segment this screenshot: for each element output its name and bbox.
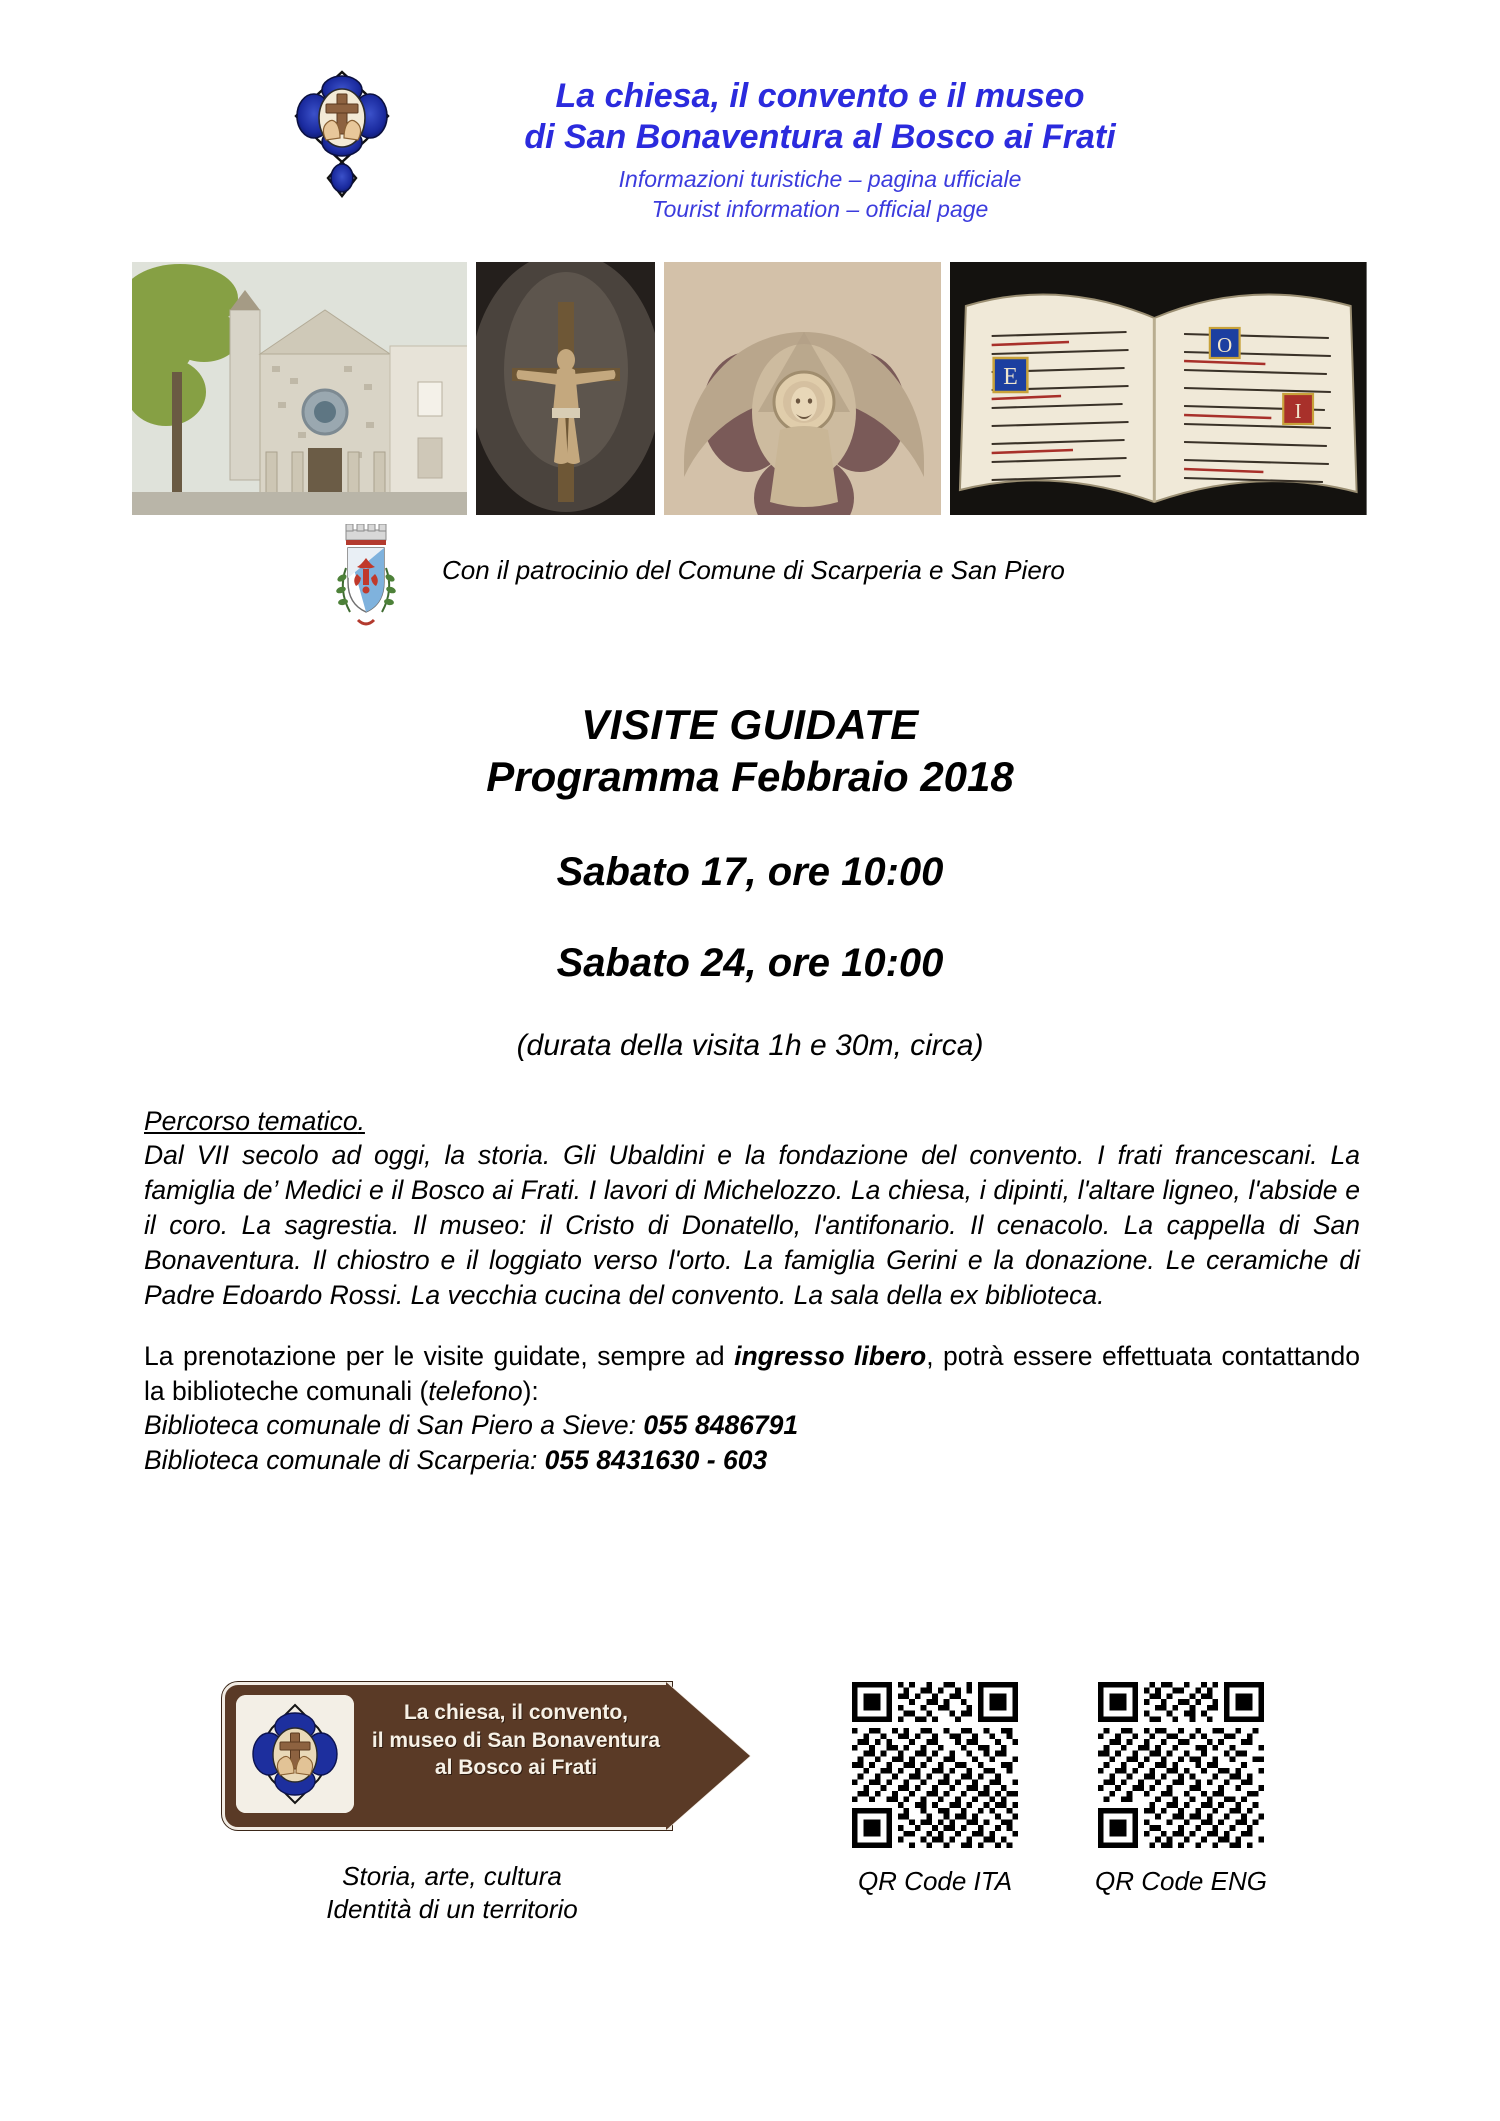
poster-header <box>0 60 1500 260</box>
body-text-block <box>144 1104 1360 1478</box>
percorso-tematico-description: Dal VII secolo ad oggi, la storia. Gli Ubaldini e la fondazione del convento. I frati francescani. La famiglia de’ Medici e il Bosco ai Frati. I lavori di Michelozzo. La chiesa, i dipinti, l'altare ligneo, l'abside e il coro. La sagrestia. Il museo: il Cristo di Donatello, l'antifonario. Il cenacolo. La cappella di San Bonaventura. Il chiostro e il loggiato verso l'orto. La famiglia Gerini e la donazione. Le ceramiche di Padre Edoardo Rossi. La vecchia cucina del convento. La sala della ex biblioteca. <box>144 1140 1360 1310</box>
qr-code-ita-block <box>840 1682 1030 1897</box>
biblioteca-phone: 055 8431630 - 603 <box>544 1445 768 1476</box>
subtitle-english: Tourist information – official page <box>651 195 989 222</box>
biblioteca-line <box>144 1408 1360 1443</box>
program-headings <box>0 700 1500 1063</box>
svg-text:I: I <box>1295 398 1303 424</box>
signpost-caption-line-1: Storia, arte, cultura <box>342 1861 562 1891</box>
heading-durata: (durata della visita 1h e 30m, circa) <box>516 1029 984 1063</box>
photo-fresco <box>664 262 942 515</box>
photo-strip <box>132 262 1367 515</box>
biblioteca-phone: 055 8486791 <box>643 1410 799 1441</box>
percorso-tematico-label <box>144 1104 1360 1138</box>
rose-window-stained-glass-logo <box>282 68 402 213</box>
comune-scarperia-san-piero-crest <box>330 524 402 636</box>
signpost-text <box>368 1699 664 1782</box>
prenotazione-text-1: La prenotazione per le visite guidate, sempre ad <box>144 1340 735 1371</box>
rose-window-stained-glass-logo <box>236 1695 354 1813</box>
signpost-caption-line-2: Identità di un territorio <box>326 1894 578 1925</box>
biblioteca-separator: : <box>529 1445 545 1476</box>
ingresso-libero-emphasis: ingresso libero <box>734 1340 927 1371</box>
page-title-line-1: La chiesa, il convento e il museo <box>555 77 1085 115</box>
percorso-tematico-underlined: Percorso tematico <box>144 1106 358 1136</box>
qr-code-eng-block <box>1086 1682 1276 1897</box>
svg-text:O: O <box>1217 332 1233 358</box>
prenotazione-text-2: , potrà essere effettuata contattando la biblioteche comunali ( <box>144 1340 1361 1406</box>
brown-tourist-signpost <box>222 1682 752 1830</box>
photo-crucifix <box>476 262 655 515</box>
biblioteca-name: Biblioteca comunale di San Piero a Sieve <box>144 1410 629 1441</box>
biblioteca-name: Biblioteca comunale di Scarperia <box>144 1445 530 1476</box>
signpost-arrow-icon <box>666 1682 750 1830</box>
patrocinio-text: Con il patrocinio del Comune di Scarperia e San Piero <box>442 555 1065 585</box>
page-title-line-2: di San Bonaventura al Bosco ai Frati <box>524 118 1116 157</box>
qr-code-ita[interactable] <box>852 1682 1018 1848</box>
heading-visite-guidate: VISITE GUIDATE <box>581 701 919 748</box>
qr-code-ita-label: QR Code ITA <box>857 1866 1013 1896</box>
telefono-emphasis: telefono <box>428 1375 523 1406</box>
signpost-caption <box>222 1860 682 1927</box>
header-title-group <box>420 76 1220 225</box>
photo-antiphonary <box>950 262 1367 515</box>
heading-date-1: Sabato 17, ore 10:00 <box>556 850 944 895</box>
prenotazione-paragraph <box>144 1339 1360 1409</box>
signpost-text-line-3: al Bosco ai Frati <box>434 1756 598 1780</box>
subtitle-italian: Informazioni turistiche – pagina ufficiale <box>618 165 1022 192</box>
percorso-tematico-period: . <box>357 1106 365 1136</box>
photo-church-facade <box>132 262 467 515</box>
signpost-text-line-1: La chiesa, il convento, <box>403 1701 629 1724</box>
biblioteca-separator: : <box>628 1410 644 1441</box>
poster-footer <box>0 1676 1500 1976</box>
svg-text:E: E <box>1003 363 1019 391</box>
biblioteca-line <box>144 1443 1360 1478</box>
prenotazione-text-3: ): <box>522 1375 539 1406</box>
heading-date-2: Sabato 24, ore 10:00 <box>556 941 944 986</box>
heading-programma: Programma Febbraio 2018 <box>486 752 1014 800</box>
qr-code-eng-label: QR Code ENG <box>1095 1866 1267 1896</box>
qr-code-eng[interactable] <box>1098 1682 1264 1848</box>
signpost-text-line-2: il museo di San Bonaventura <box>371 1728 661 1752</box>
